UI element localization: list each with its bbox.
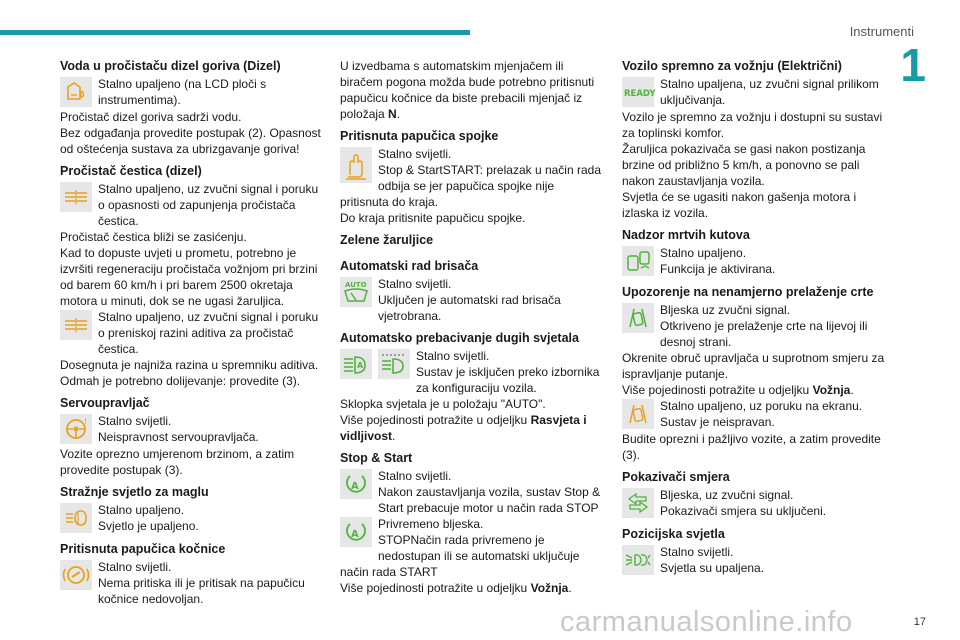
section-clutch-pedal xyxy=(340,128,605,226)
text-line: Vozite oprezno umjerenom brzinom, a zatim provedite postupak (3). xyxy=(60,447,295,477)
auto-high-beam-icon xyxy=(340,349,372,379)
lane-departure-icon xyxy=(622,303,654,333)
section-title: Automatsko prebacivanje dugih svjetala xyxy=(340,331,579,345)
brake-pedal-icon xyxy=(60,560,92,590)
text-line: Stalno upaljeno, uz poruku na ekranu. xyxy=(660,399,863,413)
svg-text:AUTO: AUTO xyxy=(345,281,367,289)
text-line: Svjetlo je upaljeno. xyxy=(98,519,199,533)
text-line: Budite oprezni i pažljivo vozite, a zatim provedite (3). xyxy=(622,432,881,462)
particle-filter-icon xyxy=(60,182,92,212)
header-accent-line xyxy=(0,30,470,35)
water-in-fuel-icon xyxy=(60,77,92,107)
section-brake-pedal xyxy=(60,541,325,607)
section-title: Pritisnuta papučica kočnice xyxy=(60,542,226,556)
section-title: Pritisnuta papučica spojke xyxy=(340,129,499,143)
text-line: Pročistač dizel goriva sadrži vodu. xyxy=(60,110,242,124)
text-line: Bljeska uz zvučni signal. xyxy=(660,303,791,317)
text-line: Stalno upaljeno. xyxy=(98,503,185,517)
text-line: Stalno upaljeno. xyxy=(660,246,747,260)
page-number: 17 xyxy=(913,616,926,628)
text-line: Dosegnuta je najniža razina u spremniku aditiva. xyxy=(60,358,319,372)
section-turn-signals xyxy=(622,469,890,520)
text-line: Stalno svijetli. xyxy=(98,560,172,574)
text-line: Više pojedinosti potražite u odjeljku Vožnja. xyxy=(340,581,572,595)
text-line: Sklopka svjetala je u položaju "AUTO". xyxy=(340,397,546,411)
text-line: Odmah je potrebno dolijevanje: provedite (3). xyxy=(60,374,301,388)
lane-departure-fault-icon xyxy=(622,399,654,429)
section-title: Stop & Start xyxy=(340,451,413,465)
section-water-in-diesel-filter xyxy=(60,58,325,157)
text-line: Stalno svijetli. xyxy=(660,545,734,559)
text-line: Stalno svijetli. xyxy=(98,414,172,428)
blind-spot-icon xyxy=(622,246,654,276)
page-header xyxy=(0,0,960,40)
text-line: Pročistač čestica bliži se zasićenju. xyxy=(60,230,247,244)
text-line: Bez odgađanja provedite postupak (2). Opasnost od oštećenja sustava za ubrizgavanje goriva! xyxy=(60,126,321,156)
section-rear-fog-light xyxy=(60,484,325,535)
section-title: Servoupravljač xyxy=(60,396,150,410)
text-line: Svjetla su upaljena. xyxy=(660,561,765,575)
text-line: Stalno upaljeno (na LCD ploči s instrumentima). xyxy=(98,77,267,107)
section-particle-filter xyxy=(60,163,325,389)
text-line: Žaruljica pokazivača se gasi nakon postizanja brzine od približno 5 km/h, a ponovno se pali nakon zaustavljanja vozila. xyxy=(622,142,866,188)
text-line: Bljeska, uz zvučni signal. xyxy=(660,488,794,502)
auto-wiper-icon xyxy=(340,277,372,307)
section-auto-high-beam xyxy=(340,330,605,444)
section-lane-departure xyxy=(622,284,890,463)
section-title: Nadzor mrtvih kutova xyxy=(622,228,750,242)
section-title: Pozicijska svjetla xyxy=(622,527,725,541)
text-line: Više pojedinosti potražite u odjeljku Rasvjeta i vidljivost. xyxy=(340,413,587,443)
svg-text:!: ! xyxy=(84,417,88,426)
steering-wheel-icon xyxy=(60,414,92,444)
section-intro xyxy=(340,58,605,122)
text-line: STOPNačin rada privremeno je nedostupan ili se automatski uključuje način rada START xyxy=(340,533,580,579)
rear-fog-light-icon xyxy=(60,503,92,533)
svg-text:A: A xyxy=(351,481,359,492)
ready-icon xyxy=(622,77,654,107)
text-line: Više pojedinosti potražite u odjeljku Vožnja. xyxy=(622,383,854,397)
text-line: Nakon zaustavljanja vozila, sustav Stop & Start prebacuje motor u način rada STOP xyxy=(378,485,601,515)
text-line: Otkriveno je prelaženje crte na lijevoj ili desnoj strani. xyxy=(660,319,868,349)
svg-text:A: A xyxy=(357,361,364,370)
stop-start-icon xyxy=(340,469,372,499)
chapter-number: 1 xyxy=(900,39,926,91)
text-line: Stalno upaljeno, uz zvučni signal i poruku o preniskoj razini aditiva za pročistač čestica. xyxy=(98,310,319,356)
section-title: Pokazivači smjera xyxy=(622,470,730,484)
high-beam-off-icon xyxy=(378,349,410,379)
text-line: Stalno svijetli. xyxy=(378,147,452,161)
green-lamps-heading: Zelene žaruljice xyxy=(340,233,434,247)
text-line: Stalno svijetli. xyxy=(378,277,452,291)
clutch-pedal-icon xyxy=(340,147,372,183)
text-line: Okrenite obruč upravljača u suprotnom smjeru za ispravljanje putanje. xyxy=(622,351,885,381)
text-line: Stalno upaljeno, uz zvučni signal i poruku o opasnosti od zapunjenja pročistača čestica. xyxy=(98,182,319,228)
svg-text:READY: READY xyxy=(624,89,656,99)
text-line: Sustav je neispravan. xyxy=(660,415,775,429)
section-ready xyxy=(622,58,890,221)
section-title: Upozorenje na nenamjerno prelaženje crte xyxy=(622,285,874,299)
text-line: Sustav je isključen preko izbornika za konfiguraciju vozila. xyxy=(416,365,600,395)
watermark: carmanualsonline.info xyxy=(560,606,853,638)
text-line: Do kraja pritisnite papučicu spojke. xyxy=(340,211,526,225)
turn-signal-icon xyxy=(622,488,654,518)
text-line: Stop & StartSTART: prelazak u način rada odbija se jer papučica spojke nije pritisnuta do kraja. xyxy=(340,163,602,209)
text-line: Stalno upaljena, uz zvučni signal prilikom uključivanja. xyxy=(660,77,879,107)
column-3 xyxy=(622,58,890,582)
text-line: Stalno svijetli. xyxy=(378,469,452,483)
section-blind-spot xyxy=(622,227,890,278)
text-line: Vozilo je spremno za vožnju i dostupni su sustavi za toplinski komfor. xyxy=(622,110,883,140)
text-line: Kad to dopuste uvjeti u prometu, potrebno je izvršiti regeneraciju pročistača vožnjom pri brzini od barem 60 km/h i pri barem 2500 okretaja motora u minuti, dok se ne ugasi žaruljica. xyxy=(60,246,318,308)
text-line: Stalno svijetli. xyxy=(416,349,490,363)
section-title: Instrumenti xyxy=(849,24,914,39)
text-line: Svjetla će se ugasiti nakon gašenja motora i izlaska iz vozila. xyxy=(622,190,857,220)
intro-text: U izvedbama s automatskim mjenjačem ili biračem pogona možda bude potrebno pritisnuti papučicu kočnice da biste prebacili mjenjač iz položaja N. xyxy=(340,59,595,121)
section-position-lights xyxy=(622,526,890,576)
text-line: Privremeno bljeska. xyxy=(378,517,484,531)
section-title: Voda u pročistaču dizel goriva (Dizel) xyxy=(60,59,281,73)
text-line: Funkcija je aktivirana. xyxy=(660,262,776,276)
section-power-steering xyxy=(60,395,325,478)
section-stop-start xyxy=(340,450,605,596)
section-title: Automatski rad brisača xyxy=(340,259,479,273)
section-auto-wipers xyxy=(340,258,605,324)
position-lights-icon xyxy=(622,545,654,575)
text-line: Pokazivači smjera su uključeni. xyxy=(660,504,827,518)
section-title: Vozilo spremno za vožnju (Električni) xyxy=(622,59,842,73)
text-line: Uključen je automatski rad brisača vjetrobrana. xyxy=(378,293,561,323)
column-2 xyxy=(340,58,605,602)
section-title: Stražnje svjetlo za maglu xyxy=(60,485,209,499)
column-1 xyxy=(60,58,325,613)
svg-text:A: A xyxy=(351,529,359,540)
text-line: Neispravnost servoupravljača. xyxy=(98,430,259,444)
text-line: Nema pritiska ili je pritisak na papučicu kočnice nedovoljan. xyxy=(98,576,305,606)
section-title: Pročistač čestica (dizel) xyxy=(60,164,202,178)
stop-start-flashing-icon xyxy=(340,517,372,547)
particle-filter-additive-icon xyxy=(60,310,92,340)
